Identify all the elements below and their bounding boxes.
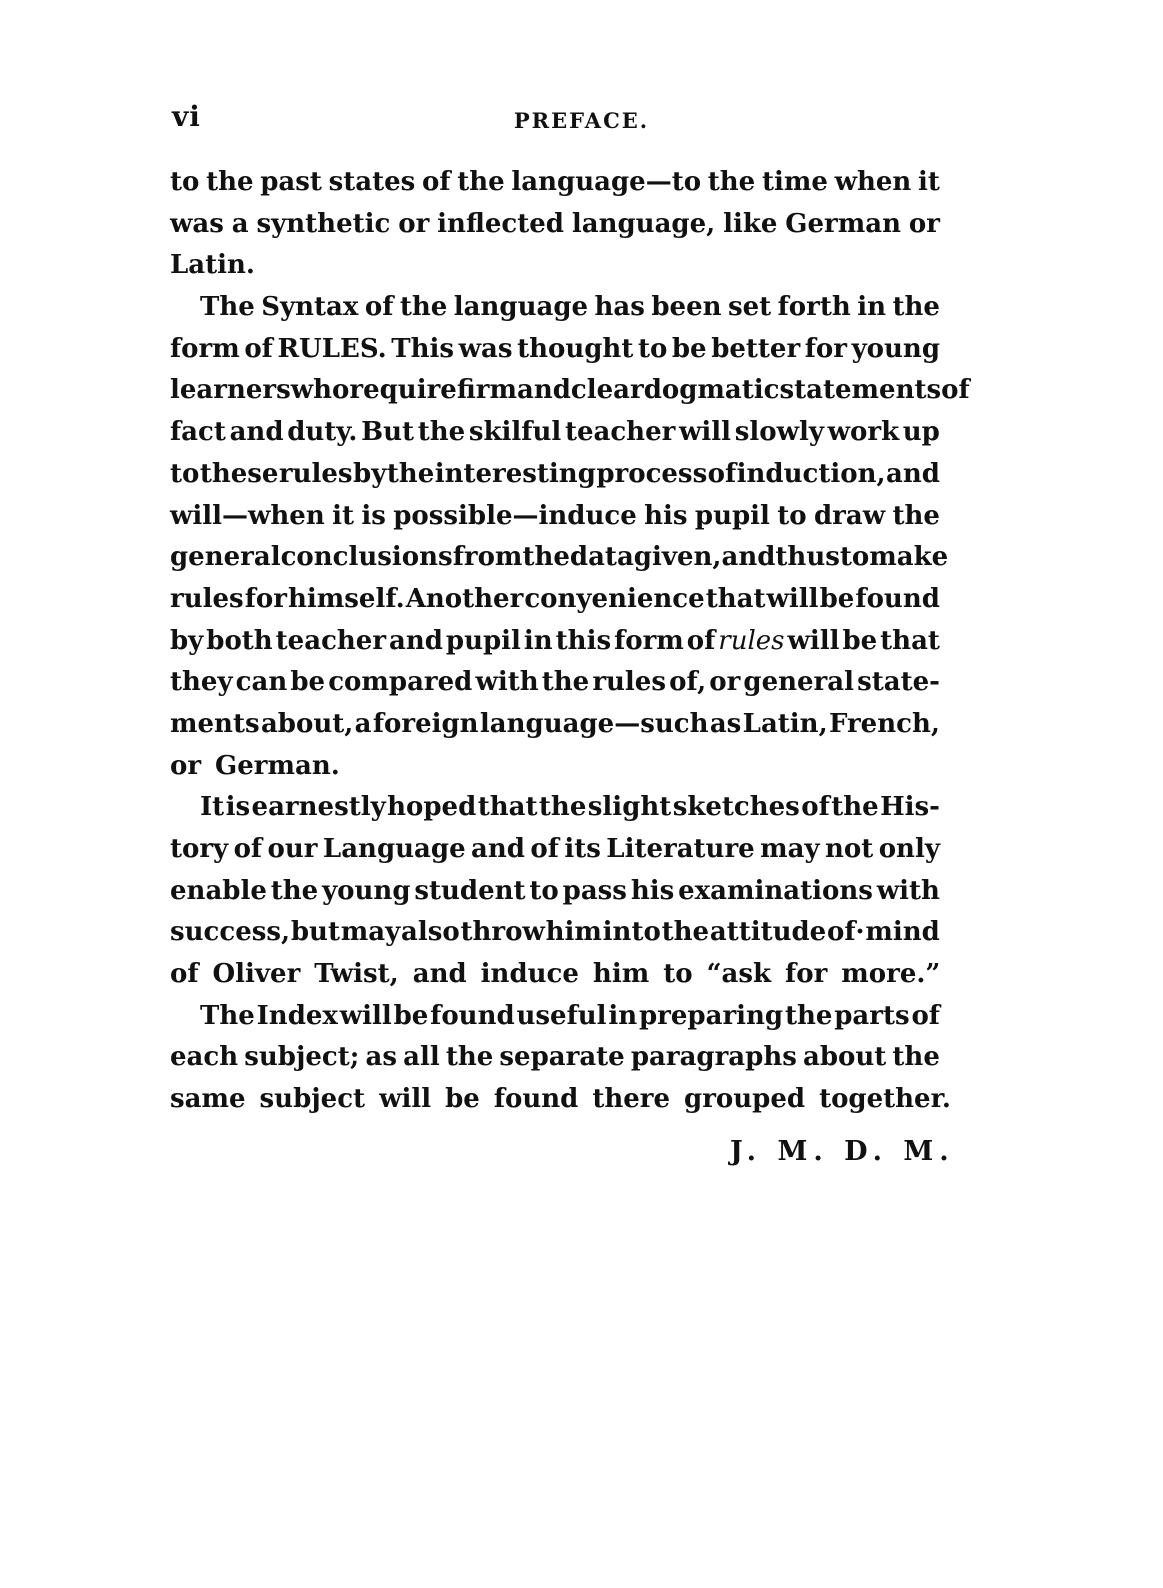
signature-initials: J. M. D. M. bbox=[730, 1136, 955, 1167]
text-line: The Index will be found useful in preparing the parts of bbox=[200, 1000, 940, 1031]
text-line: will—when it is possible—induce his pupil to draw the bbox=[170, 500, 940, 531]
text-line: learners who require firm and clear dogmatic statements of bbox=[170, 375, 970, 406]
text-line: form of RULES. This was thought to be better for young bbox=[170, 333, 940, 364]
running-head: PREFACE. bbox=[513, 108, 650, 133]
text-line: by both teacher and pupil in this form of rules will be that bbox=[170, 625, 940, 656]
text-line: of Oliver Twist, and induce him to “ask for more.” bbox=[170, 959, 941, 990]
text-line: each subject; as all the separate paragraphs about the bbox=[170, 1042, 940, 1073]
text-line: fact and duty. But the skilful teacher will slowly work up bbox=[170, 417, 940, 448]
text-line: It is earnestly hoped that the slight sketches of the His- bbox=[200, 792, 940, 823]
text-line: general conclusions from the data given, and thus to make bbox=[170, 542, 949, 573]
text-line: enable the young student to pass his examinations with bbox=[170, 875, 940, 906]
preface-text bbox=[170, 162, 970, 1121]
text-line: rules for himself. Another conyenience that will be found bbox=[170, 583, 940, 614]
text-line: ments about, a foreign language—such as Latin, French, bbox=[170, 708, 940, 739]
text-line: success, but may also throw him into the attitude of· mind bbox=[170, 917, 940, 948]
text-line: The Syntax of the language has been set forth in the bbox=[200, 292, 940, 323]
text-line: Latin. bbox=[170, 250, 255, 281]
text-line: they can be compared with the rules of, or general state- bbox=[170, 667, 940, 698]
text-line: was a synthetic or inflected language, like German or bbox=[170, 208, 940, 239]
text-line: tory of our Language and of its Literature may not only bbox=[170, 834, 940, 864]
page-number: vi bbox=[172, 100, 201, 133]
text-line: same subject will be found there grouped together. bbox=[170, 1084, 951, 1115]
text-line: to the past states of the language—to the time when it bbox=[170, 167, 940, 197]
text-line: or German. bbox=[170, 750, 340, 781]
text-line: to these rules by the interesting process of induction, and bbox=[170, 458, 940, 489]
